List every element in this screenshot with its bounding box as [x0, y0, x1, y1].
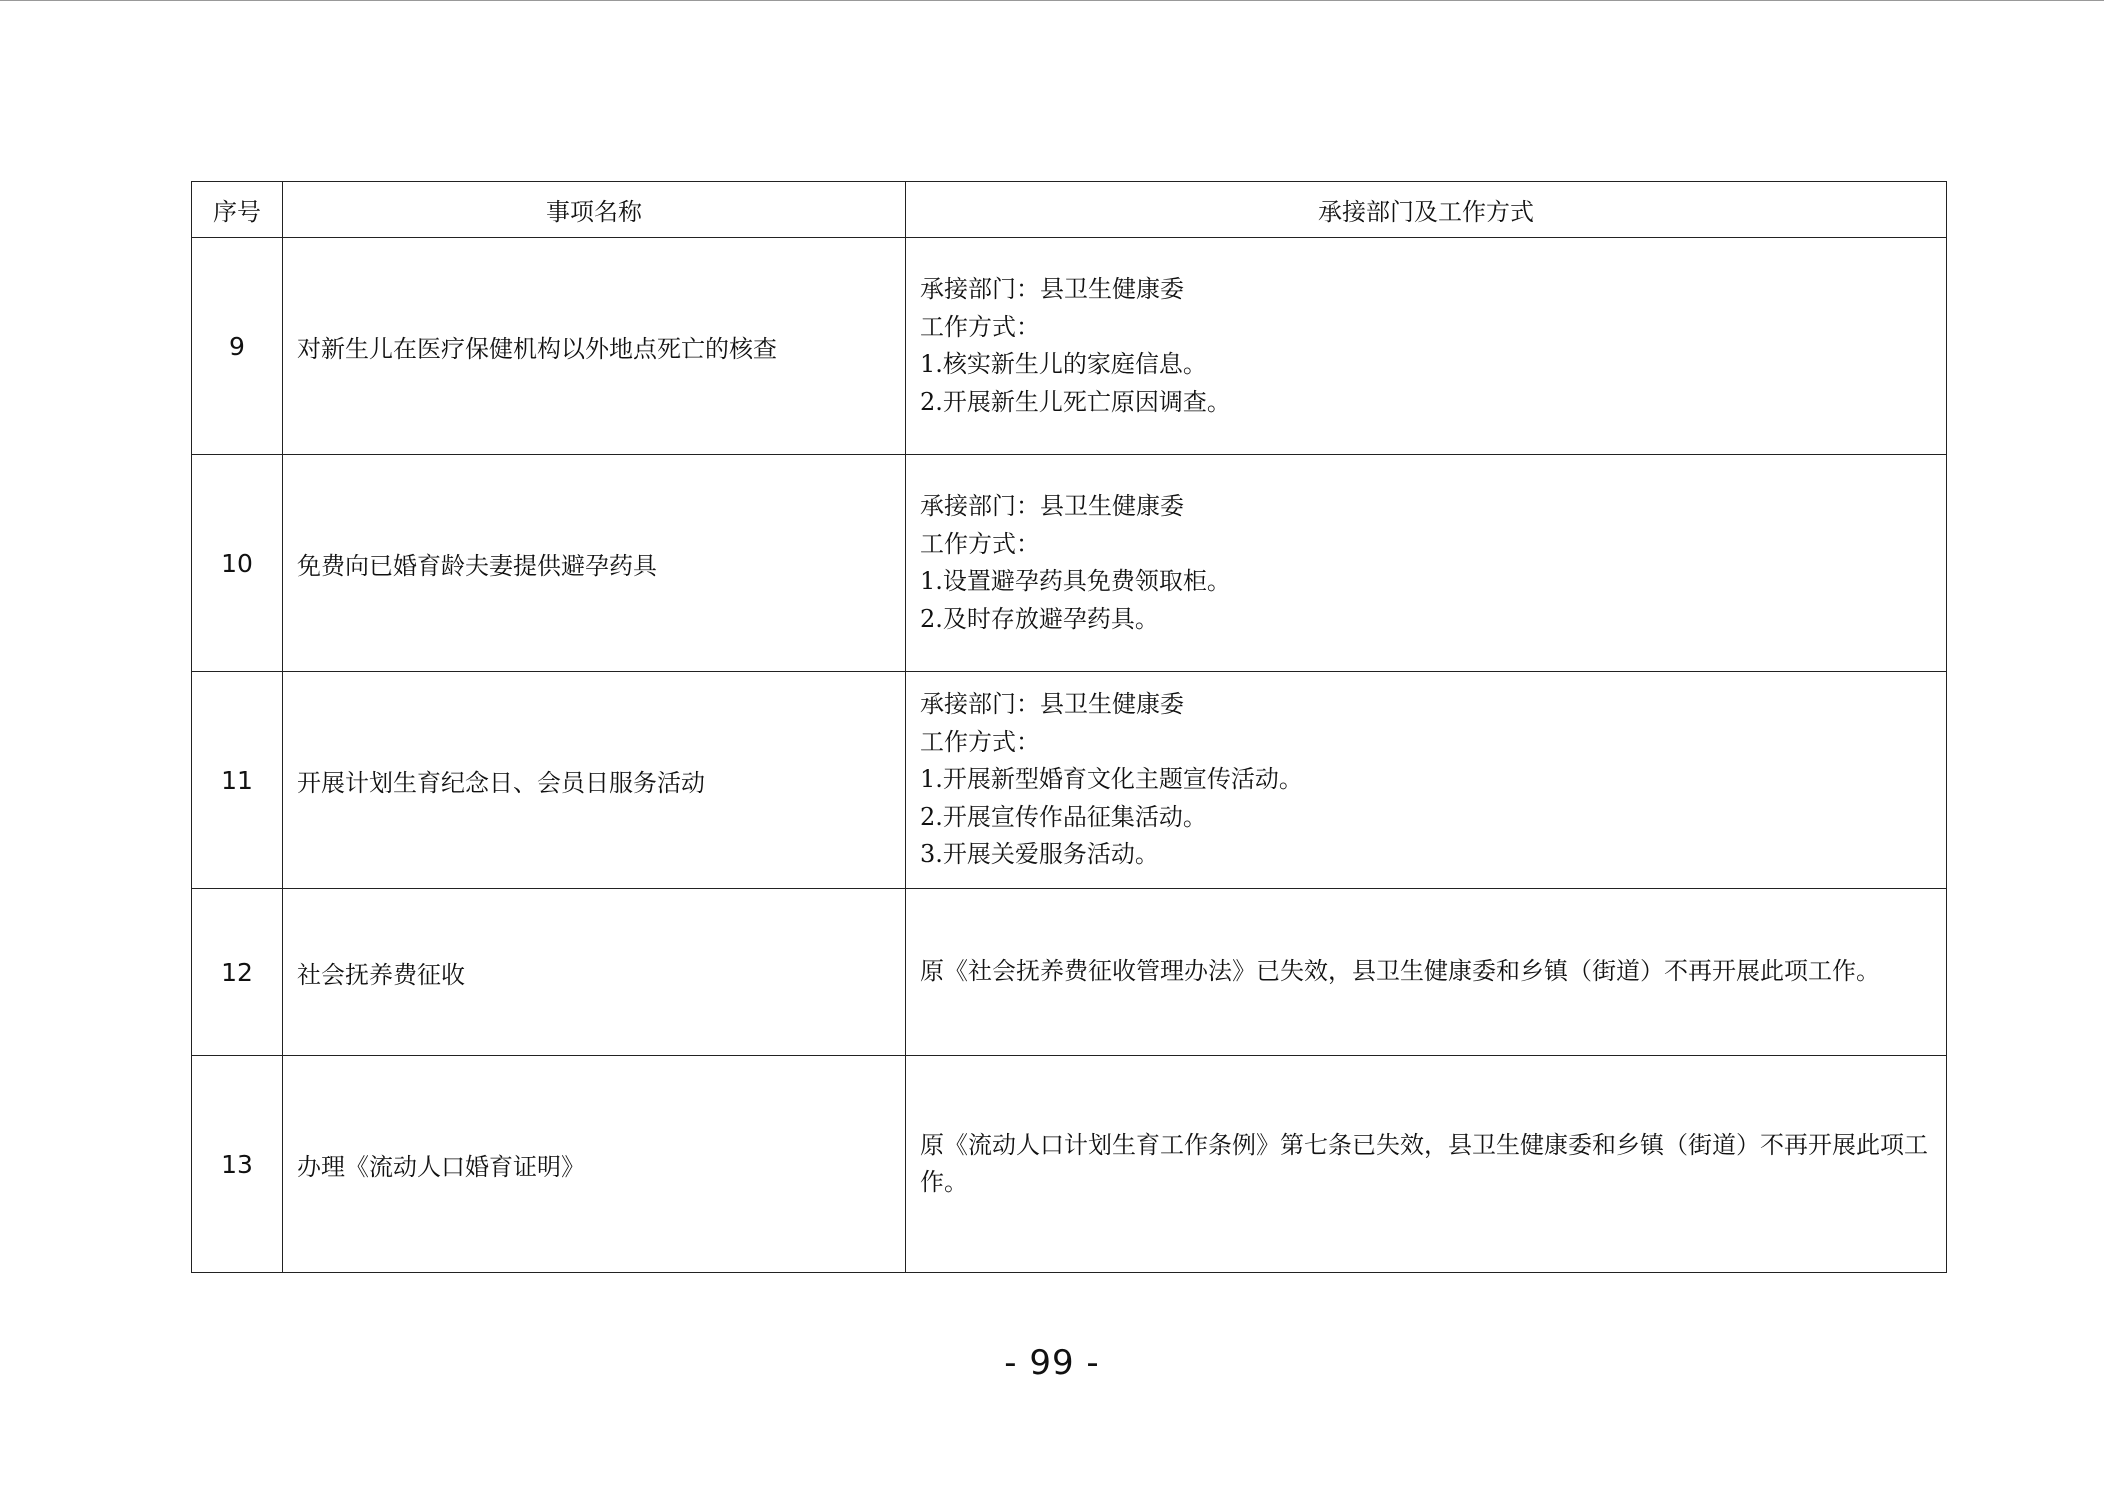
- table-row: [192, 889, 1947, 1056]
- dept-line: 承接部门：县卫生健康委: [920, 690, 1184, 719]
- header-dept: 承接部门及工作方式: [906, 182, 1947, 238]
- row-dept-method: [906, 455, 1947, 672]
- table-row: [192, 1056, 1947, 1273]
- row-no: 11: [192, 672, 283, 889]
- row-dept-method: [906, 672, 1947, 889]
- table-row: [192, 238, 1947, 455]
- row-no: 10: [192, 455, 283, 672]
- page-number: - 99 -: [1004, 1343, 1100, 1383]
- table-row: [192, 672, 1947, 889]
- dept-line: 工作方式：: [920, 529, 1040, 558]
- row-item-name: 免费向已婚育龄夫妻提供避孕药具: [283, 455, 906, 672]
- row-item-name: 社会抚养费征收: [283, 889, 906, 1056]
- dept-line: 2.及时存放避孕药具。: [920, 604, 1159, 633]
- row-item-name: 开展计划生育纪念日、会员日服务活动: [283, 672, 906, 889]
- row-no: 12: [192, 889, 283, 1056]
- dept-line: 承接部门：县卫生健康委: [920, 492, 1184, 520]
- dept-line: 2.开展宣传作品征集活动。: [920, 802, 1207, 831]
- dept-line: 1.核实新生儿的家庭信息。: [920, 350, 1207, 378]
- row-dept-method: [906, 1056, 1947, 1273]
- row-dept-method: [906, 238, 1947, 455]
- dept-line: 3.开展关爱服务活动。: [920, 840, 1159, 869]
- row-item-name: 办理《流动人口婚育证明》: [283, 1056, 906, 1273]
- table-header-row: [192, 182, 1947, 238]
- dept-line: 承接部门：县卫生健康委: [920, 275, 1184, 303]
- row-no: 9: [192, 238, 283, 455]
- header-name: 事项名称: [283, 182, 906, 238]
- row-item-name: 对新生儿在医疗保健机构以外地点死亡的核查: [283, 238, 906, 455]
- dept-line: 1.开展新型婚育文化主题宣传活动。: [920, 765, 1303, 794]
- dept-line: 工作方式：: [920, 727, 1040, 756]
- row-dept-method: [906, 889, 1947, 1056]
- row-no: 13: [192, 1056, 283, 1273]
- dept-line: 1.设置避孕药具免费领取柜。: [920, 567, 1231, 595]
- dept-line: 2.开展新生儿死亡原因调查。: [920, 387, 1231, 416]
- items-table: [191, 181, 1947, 1273]
- dept-line: 原《社会抚养费征收管理办法》已失效，县卫生健康委和乡镇（街道）不再开展此项工作。: [920, 957, 1880, 986]
- table-row: [192, 455, 1947, 672]
- dept-line: 原《流动人口计划生育工作条例》第七条已失效，县卫生健康委和乡镇（街道）不再开展此项工作。: [920, 1130, 1928, 1196]
- header-no: 序号: [192, 182, 283, 238]
- dept-line: 工作方式：: [920, 312, 1040, 341]
